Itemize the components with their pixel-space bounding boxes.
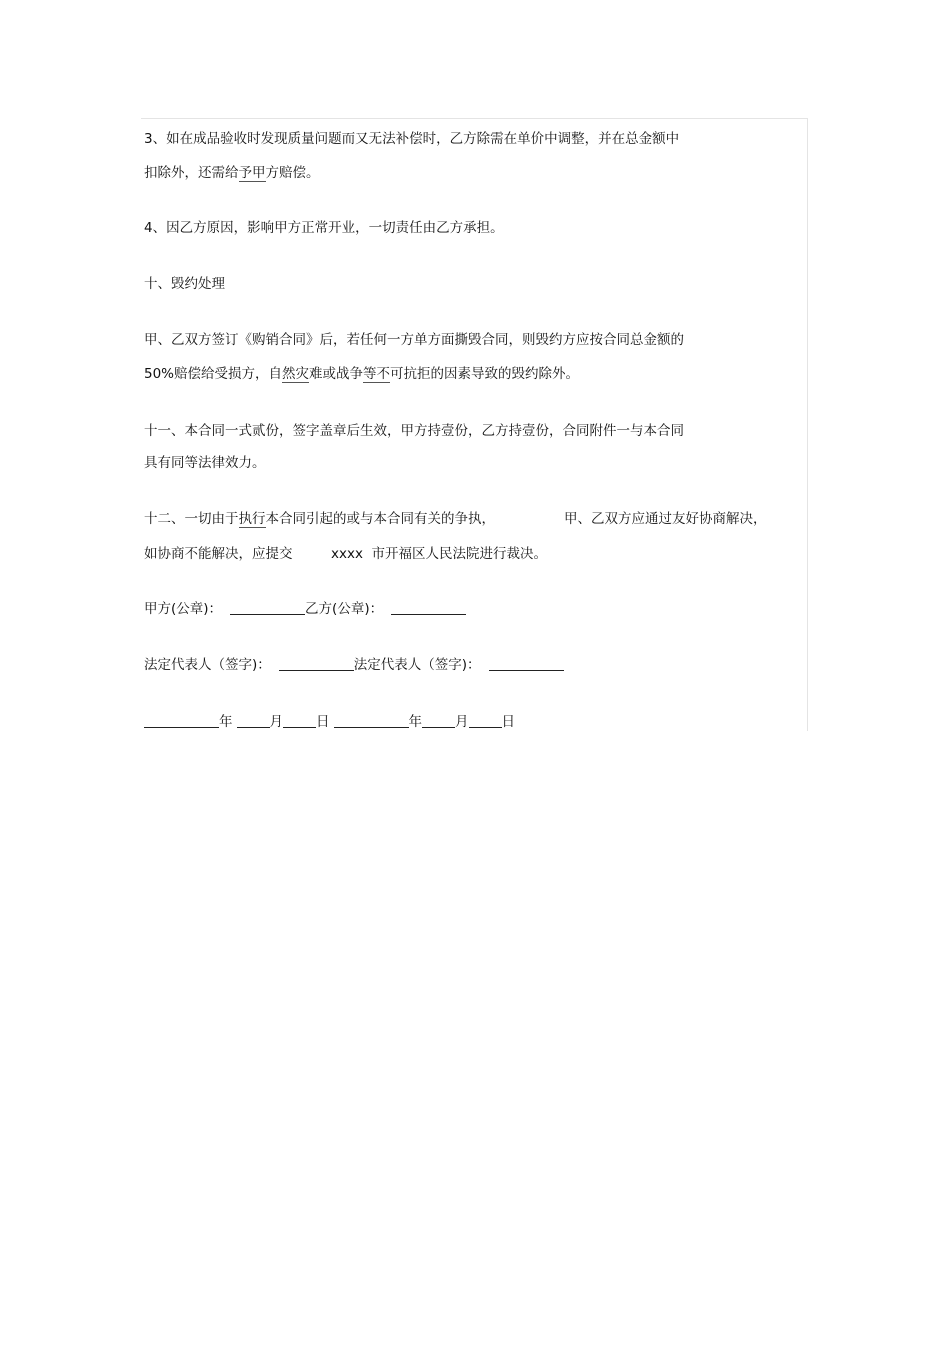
clause-4: 4、因乙方原因，影响甲方正常开业，一切责任由乙方承担。 bbox=[144, 220, 504, 236]
seal-line bbox=[144, 600, 466, 618]
section-12-line-1-cont: 甲、乙双方应通过友好协商解决， bbox=[564, 511, 767, 527]
legal-rep-a-blank bbox=[279, 656, 354, 671]
date-a-month-blank bbox=[237, 713, 270, 728]
date-b-day-blank bbox=[469, 713, 502, 728]
section-12-line-2-cont: xxxx 市开福区人民法院进行裁决。 bbox=[331, 546, 548, 562]
section-12-line-1: 十二、一切由于执行本合同引起的或与本合同有关的争执， bbox=[144, 511, 495, 527]
clause-3-line-1: 3、如在成品验收时发现质量问题而又无法补偿时，乙方除需在单价中调整，并在总金额中 bbox=[144, 131, 680, 147]
legal-rep-b-label: 法定代表人（签字)： bbox=[353, 657, 481, 673]
breach-line-2: 50%赔偿给受损方，自然灾难或战争等不可抗拒的因素导致的毁约除外。 bbox=[144, 366, 580, 382]
date-b-month-blank bbox=[422, 713, 455, 728]
legal-rep-a-label: 法定代表人（签字)： bbox=[144, 657, 271, 673]
clause-3-line-2: 扣除外，还需给予甲方赔偿。 bbox=[144, 165, 320, 181]
date-line: 年 月 日 年 月 日 bbox=[144, 713, 515, 731]
party-a-seal-blank bbox=[230, 600, 305, 615]
section-11-line-2: 具有同等法律效力。 bbox=[144, 455, 266, 471]
date-a-year-blank bbox=[144, 713, 219, 728]
party-a-seal-label: 甲方(公章)： bbox=[144, 601, 223, 617]
date-a-day-blank bbox=[283, 713, 316, 728]
date-b-year-blank bbox=[334, 713, 409, 728]
breach-line-1: 甲、乙双方签订《购销合同》后，若任何一方单方面撕毁合同，则毁约方应按合同总金额的 bbox=[144, 332, 684, 348]
section-12-line-2: 如协商不能解决，应提交 bbox=[144, 546, 293, 562]
section-10-title: 十、毁约处理 bbox=[144, 276, 225, 292]
legal-rep-line bbox=[144, 656, 564, 674]
party-b-seal-blank bbox=[391, 600, 466, 615]
legal-rep-b-blank bbox=[489, 656, 564, 671]
party-b-seal-label: 乙方(公章)： bbox=[305, 601, 384, 617]
section-11-line-1: 十一、本合同一式贰份，签字盖章后生效，甲方持壹份，乙方持壹份，合同附件一与本合同 bbox=[144, 423, 684, 439]
